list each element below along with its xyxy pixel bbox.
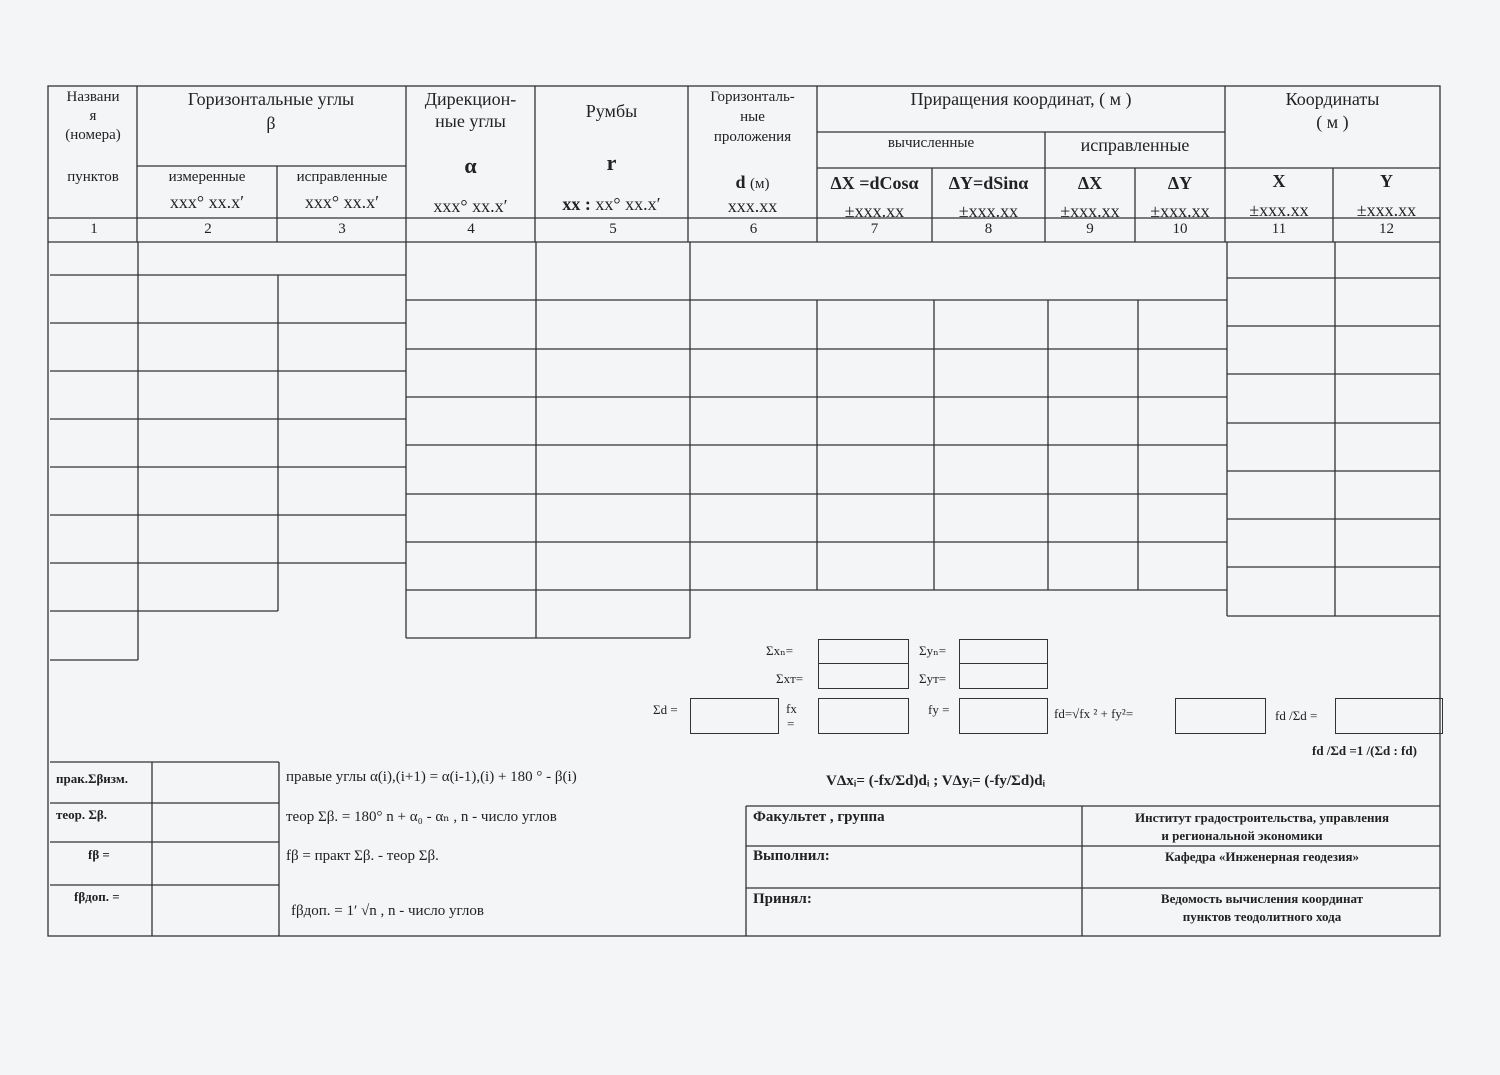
teor-sum-label: теор. Σβ. <box>56 807 107 822</box>
rhumbs-format-bold: xx : <box>562 194 591 214</box>
sum-d-label: Σd = <box>653 702 678 717</box>
col-num-6: 6 <box>749 221 758 237</box>
fmt-9: ±xxx.xx <box>1060 201 1120 221</box>
rhumbs-format <box>535 195 688 213</box>
f-beta-label: fβ = <box>88 847 110 862</box>
sum-d-box[interactable] <box>690 698 779 734</box>
col-num-8: 8 <box>984 221 993 237</box>
faculty-label: Факультет , группа <box>753 809 885 825</box>
points-header-line1: Названи <box>66 89 120 105</box>
rhumb-symbol: r <box>606 150 617 175</box>
col-num-12: 12 <box>1379 221 1394 237</box>
accepted-label: Принял: <box>753 891 812 907</box>
doc-title-line1: Ведомость вычисления координат <box>1160 891 1364 906</box>
increments-title: Приращения координат, ( м ) <box>910 89 1132 109</box>
dir-angles-line2: ные углы <box>435 111 506 131</box>
fmt-11: ±xxx.xx <box>1249 200 1309 220</box>
dir-angles-line1: Дирекцион- <box>424 89 517 109</box>
dist-symbol <box>688 173 817 192</box>
right-angles-formula: правые углы α(i),(i+1) = α(i-1),(i) + 180 ° - β(i) <box>286 769 577 785</box>
dist-unit: (м) <box>750 176 770 192</box>
fd-box[interactable] <box>1175 698 1266 734</box>
coords-title: Координаты <box>1285 89 1380 109</box>
sum-xn-box[interactable] <box>818 639 909 664</box>
dy-formula: ΔY=dSinα <box>948 173 1029 193</box>
dx-formula: ΔX =dCosα <box>830 173 919 193</box>
points-header-line3: (номера) <box>65 127 121 143</box>
f-beta-allowed-formula: fβдоп. = 1′ √n , n - число углов <box>291 903 484 919</box>
fmt-10: ±xxx.xx <box>1150 201 1210 221</box>
fd-formula: fd=√fx ² + fy²= <box>1054 706 1134 721</box>
dx-corrected: ΔX <box>1077 173 1103 193</box>
d-symbol: d <box>735 172 746 192</box>
sum-xt-box[interactable] <box>818 663 909 689</box>
col-num-4: 4 <box>467 221 475 237</box>
fy-box[interactable] <box>959 698 1048 734</box>
points-header-line4: пунктов <box>67 169 119 185</box>
col-num-11: 11 <box>1271 221 1287 237</box>
sum-yn-box[interactable] <box>959 639 1048 664</box>
corrected-increments-label: исправленные <box>1080 135 1190 155</box>
f-beta-formula: fβ = практ Σβ. - теор Σβ. <box>286 848 439 864</box>
doc-title-line2: пунктов теодолитного хода <box>1182 909 1342 924</box>
fd-ratio-box[interactable] <box>1335 698 1443 734</box>
col-num-9: 9 <box>1086 221 1094 237</box>
sum-yt-box[interactable] <box>959 663 1048 689</box>
sum-xt-label: Σxт= <box>776 671 804 686</box>
institute-line2: и региональной экономики <box>1161 828 1323 843</box>
fmt-12: ±xxx.xx <box>1356 200 1417 220</box>
measured-label: измеренные <box>168 169 246 185</box>
fmt-7: ±xxx.xx <box>844 201 905 221</box>
sum-yt-label: Σyт= <box>919 671 947 686</box>
beta-symbol: β <box>266 113 276 133</box>
rhumbs-format-rest: xx° xx.x′ <box>595 194 661 214</box>
x-label: X <box>1272 171 1286 191</box>
col-num-3: 3 <box>338 221 346 237</box>
fd-ratio-label: fd /Σd = <box>1275 708 1318 723</box>
fmt-8: ±xxx.xx <box>958 201 1019 221</box>
dir-angles-format: xxx° xx.x′ <box>433 196 508 216</box>
v-formula: VΔxᵢ= (-fx/Σd)dᵢ ; VΔyᵢ= (-fy/Σd)dᵢ <box>826 773 1046 789</box>
col-num-1: 1 <box>90 221 98 237</box>
col-num-10: 10 <box>1172 221 1188 237</box>
dy-corrected: ΔY <box>1167 173 1193 193</box>
measured-format: xxx° xx.x′ <box>169 192 245 212</box>
alpha-symbol: α <box>464 153 477 178</box>
fx-eq-label: = <box>787 716 795 731</box>
points-header-line2: я <box>89 108 97 124</box>
fy-label: fy = <box>928 702 950 717</box>
prak-sum-label: прак.Σβизм. <box>56 771 128 786</box>
institute-line1: Институт градостроительства, управления <box>1135 810 1389 825</box>
performed-label: Выполнил: <box>753 848 830 864</box>
department-label: Кафедра «Инженерная геодезия» <box>1164 849 1360 864</box>
y-label: Y <box>1380 171 1393 191</box>
coords-unit: ( м ) <box>1316 112 1349 132</box>
computed-label: вычисленные <box>887 135 975 151</box>
theor-sum-formula: теор Σβ. = 180° n + α₀ - αₙ , n - число углов <box>286 809 557 825</box>
dist-line1: Горизонталь- <box>710 89 795 105</box>
fx-box[interactable] <box>818 698 909 734</box>
sum-xn-label: Σxₙ= <box>766 643 794 658</box>
fx-label: fx <box>786 701 797 716</box>
col-num-5: 5 <box>609 221 617 237</box>
horiz-angles-title: Горизонтальные углы <box>187 89 355 109</box>
corrected-angles-label: исправленные <box>296 169 388 185</box>
dist-format: xxx.xx <box>727 196 778 216</box>
dist-line3: проложения <box>713 129 792 145</box>
sum-yn-label: Σyₙ= <box>919 643 947 658</box>
fd-ratio-formula: fd /Σd =1 /(Σd : fd) <box>1312 743 1417 758</box>
col-num-7: 7 <box>870 221 879 237</box>
dist-line2: ные <box>740 109 765 125</box>
corrected-format: xxx° xx.x′ <box>304 192 380 212</box>
f-beta-allowed-label: fβдоп. = <box>74 889 120 904</box>
col-num-2: 2 <box>204 221 212 237</box>
rhumbs-title: Румбы <box>585 101 638 121</box>
